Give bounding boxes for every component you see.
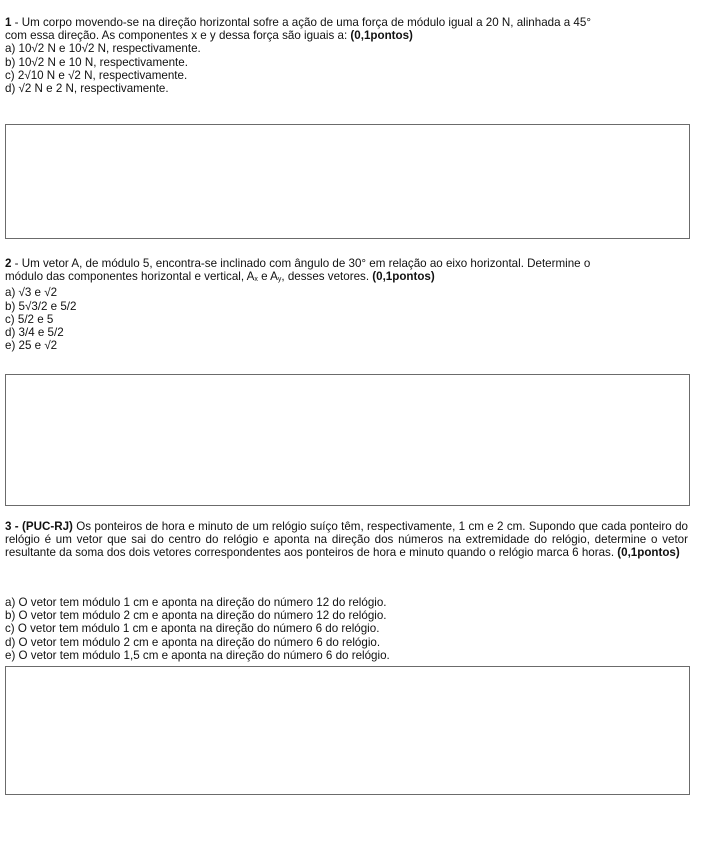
question-3-option-e: e) O vetor tem módulo 1,5 cm e aponta na direção do número 6 do relógio. (5, 648, 390, 662)
question-2-option-a: a) √3 e √2 (5, 286, 58, 300)
question-3-points: (0,1pontos) (617, 546, 680, 560)
question-2-option-d: d) 3/4 e 5/2 (5, 326, 64, 340)
question-2-stem-part-2a: módulo das componentes horizontal e vertical, A (5, 270, 255, 284)
question-3-option-b: b) O vetor tem módulo 2 cm e aponta na direção do número 12 do relógio. (5, 609, 387, 623)
question-2-option-e: e) 25 e √2 (5, 339, 58, 353)
question-2-stem-line-1 (5, 257, 705, 270)
question-3-options (5, 596, 705, 662)
question-3 (5, 520, 705, 560)
question-1-number: 1 (5, 16, 12, 29)
question-2-stem-line-2 (5, 270, 705, 286)
question-3-dash: - (11, 520, 23, 533)
question-1-stem-part-1: - Um corpo movendo-se na direção horizontal sofre a ação de uma força de módulo igual a 20 N, alinhada a 45° (11, 16, 591, 29)
question-1-stem-line-1 (5, 16, 705, 29)
question-2-stem-part-1: - Um vetor A, de módulo 5, encontra-se inclinado com ângulo de 30° em relação ao eixo horizontal. Determine o (11, 257, 591, 270)
question-2-points: (0,1pontos) (372, 270, 435, 284)
question-2-number: 2 (5, 257, 12, 270)
question-2-subscript-x: x (254, 276, 258, 284)
question-1-points: (0,1pontos) (350, 29, 413, 43)
question-3-stem (5, 520, 688, 560)
question-1 (5, 16, 705, 95)
question-1-answer-box[interactable] (5, 124, 690, 239)
question-3-stem-text: Os ponteiros de hora e minuto de um relógio suíço têm, respectivamente, 1 cm e 2 cm. Supondo que cada ponteiro do relógio é um vetor que sai do centro do relógio e aponta na direção dos números na extremidade do relógio, determine o vetor resultante da soma dos dois vetores correspondentes aos ponteiros de hora e minuto quando o relógio marca 6 horas. (5, 520, 688, 560)
question-2-stem-part-2c: , desses vetores. (281, 270, 373, 284)
question-1-option-a: a) 10√2 N e 10√2 N, respectivamente. (5, 42, 201, 56)
question-2 (5, 257, 705, 352)
question-1-stem-line-2 (5, 29, 705, 42)
question-3-option-a: a) O vetor tem módulo 1 cm e aponta na direção do número 12 do relógio. (5, 596, 387, 609)
question-3-answer-box[interactable] (5, 666, 690, 795)
question-2-option-b: b) 5√3/2 e 5/2 (5, 299, 77, 313)
question-1-option-c: c) 2√10 N e √2 N, respectivamente. (5, 68, 188, 82)
question-3-option-c: c) O vetor tem módulo 1 cm e aponta na direção do número 6 do relógio. (5, 622, 380, 636)
question-3-option-d: d) O vetor tem módulo 2 cm e aponta na direção do número 6 do relógio. (5, 635, 381, 649)
question-2-subscript-y: y (277, 276, 282, 284)
question-1-stem-part-2: com essa direção. As componentes x e y dessa força são iguais a: (5, 29, 351, 43)
question-2-stem-part-2b: e A (257, 270, 278, 284)
question-3-source: (PUC-RJ) (22, 520, 73, 533)
question-1-option-d: d) √2 N e 2 N, respectivamente. (5, 82, 169, 96)
question-1-option-b: b) 10√2 N e 10 N, respectivamente. (5, 55, 188, 69)
question-2-answer-box[interactable] (5, 374, 690, 506)
question-3-number: 3 (5, 520, 12, 533)
question-2-option-c: c) 5/2 e 5 (5, 312, 54, 326)
